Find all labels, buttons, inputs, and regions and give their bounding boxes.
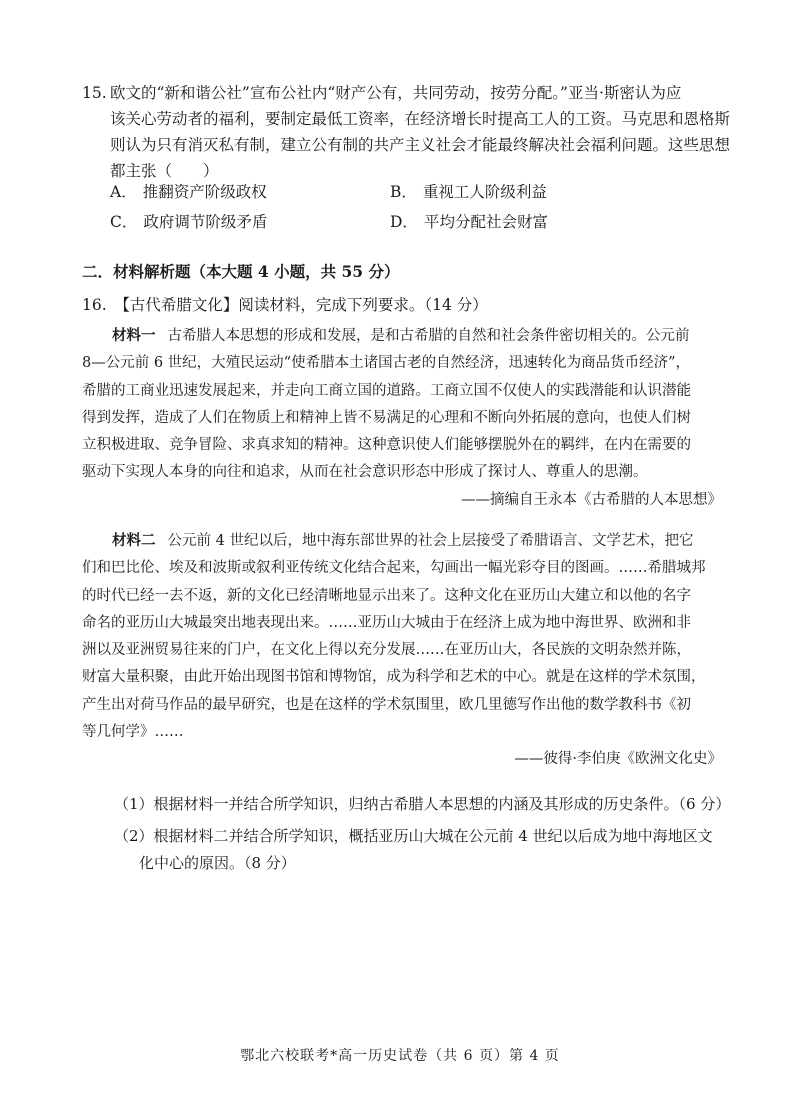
option-letter: D． [390,213,418,231]
question-15 [82,80,732,184]
option-letter: A． [110,183,137,201]
option-letter: C． [110,213,138,231]
option-text: 重视工人阶级利益 [422,183,547,201]
page-footer: 鄂北六校联考*高一历史试卷（共 6 页）第 4 页 [240,1048,560,1064]
sub-question-1 [114,791,734,818]
question-15-line-4: 都主张（ ） [110,162,219,180]
option-text: 平均分配社会财富 [423,213,548,231]
material-2-line-4: 命名的亚历山大城最突出地表现出来。……亚历山大城由于在经济上成为地中海世界、欧洲和非 [82,614,691,631]
material-label: 材料二 [112,532,156,549]
material-text: 古希腊人本思想的形成和发展，是和古希腊的自然和社会条件密切相关的。公元前 [167,328,690,344]
option-row [110,210,670,240]
question-15-line-2: 该关心劳动者的福利，要制定最低工资率，在经济增长时提高工人的工资。马克思和恩格斯 [110,110,731,128]
question-text: 欧文的“新和谐公社”宣布公社内“财产公有，共同劳动，按劳分配。”亚当·斯密认为应 [110,84,682,102]
material-2-line-6: 财富大量积聚，由此开始出现图书馆和博物馆，成为科学和艺术的中心。就是在这样的学术氛围， [82,669,706,686]
material-2-line-8: 等几何学》…… [82,724,184,741]
option-text: 政府调节阶级矛盾 [143,213,268,231]
material-1-source: ——摘编自王永本《古希腊的人本思想》 [461,491,722,508]
question-15-options [110,180,670,240]
question-15-line-1 [82,80,732,106]
material-1-line-3: 希腊的工商业迅速发展起来，并走向工商立国的道路。工商立国不仅使人的实践潜能和认识潜能 [82,382,691,399]
option-text: 推翻资产阶级政权 [142,183,267,201]
option-a [110,180,390,210]
material-2-line-1 [82,527,722,555]
option-row [110,180,670,210]
material-2-line-2: 们和巴比伦、埃及和波斯或叙利亚传统文化结合起来，勾画出一幅光彩夺目的图画。……希腊城邦 [82,560,706,577]
sub-question-2-line-1: （2）根据材料二并结合所学知识，概括亚历山大城在公元前 4 世纪以后成为地中海地区文 [114,827,713,845]
material-2-line-7: 产生出对荷马作品的最早研究，也是在这样的学术氛围里，欧几里德写作出他的数学教科书《初 [82,696,691,713]
question-number: 15. [82,84,107,102]
material-text: 公元前 4 世纪以后，地中海东部世界的社会上层接受了希腊语言、文学艺术，把它 [167,533,694,549]
option-d [390,210,670,240]
material-1 [82,322,722,514]
question-15-line-3: 则认为只有消灭私有制，建立公有制的共产主义社会才能最终解决社会福利问题。这些思想 [110,136,731,154]
material-1-line-6: 驱动下实现人本身的向往和追求，从而在社会意识形态中形成了探讨人、尊重人的思潮。 [82,464,648,481]
material-2-line-5: 洲以及亚洲贸易往来的门户，在文化上得以充分发展……在亚历山大，各民族的文明杂然并陈， [82,642,691,659]
sub-question-1-text: （1）根据材料一并结合所学知识，归纳古希腊人本思想的内涵及其形成的历史条件。（6 分） [114,795,731,813]
option-b [390,180,670,210]
material-1-line-2: 8—公元前 6 世纪，大殖民运动“使希腊本土诸国古老的自然经济，迅速转化为商品货币经济”， [82,355,690,372]
option-c [110,210,390,240]
sub-question-2 [114,823,734,877]
material-1-line-1 [82,322,722,350]
material-2-source: ——彼得·李伯庚《欧洲文化史》 [514,751,722,768]
option-letter: B． [390,183,417,201]
material-1-line-4: 得到发挥，造成了人们在物质上和精神上皆不易满足的心理和不断向外拓展的意向，也使人们树 [82,409,691,426]
material-label: 材料一 [112,327,156,344]
question-16-header: 16. 【古代希腊文化】阅读材料，完成下列要求。（14 分） [82,296,488,314]
material-2-line-3: 的时代已经一去不返，新的文化已经清晰地显示出来了。这种文化在亚历山大建立和以他的名字 [82,587,691,604]
material-2 [82,527,722,774]
section-title: 二．材料解析题（本大题 4 小题，共 55 分） [82,262,400,281]
sub-question-2-line-2: 化中心的原因。（8 分） [139,854,296,872]
material-1-line-5: 立积极进取、竞争冒险、求真求知的精神。这种意识使人们能够摆脱外在的羁绊，在内在需要的 [82,437,691,454]
